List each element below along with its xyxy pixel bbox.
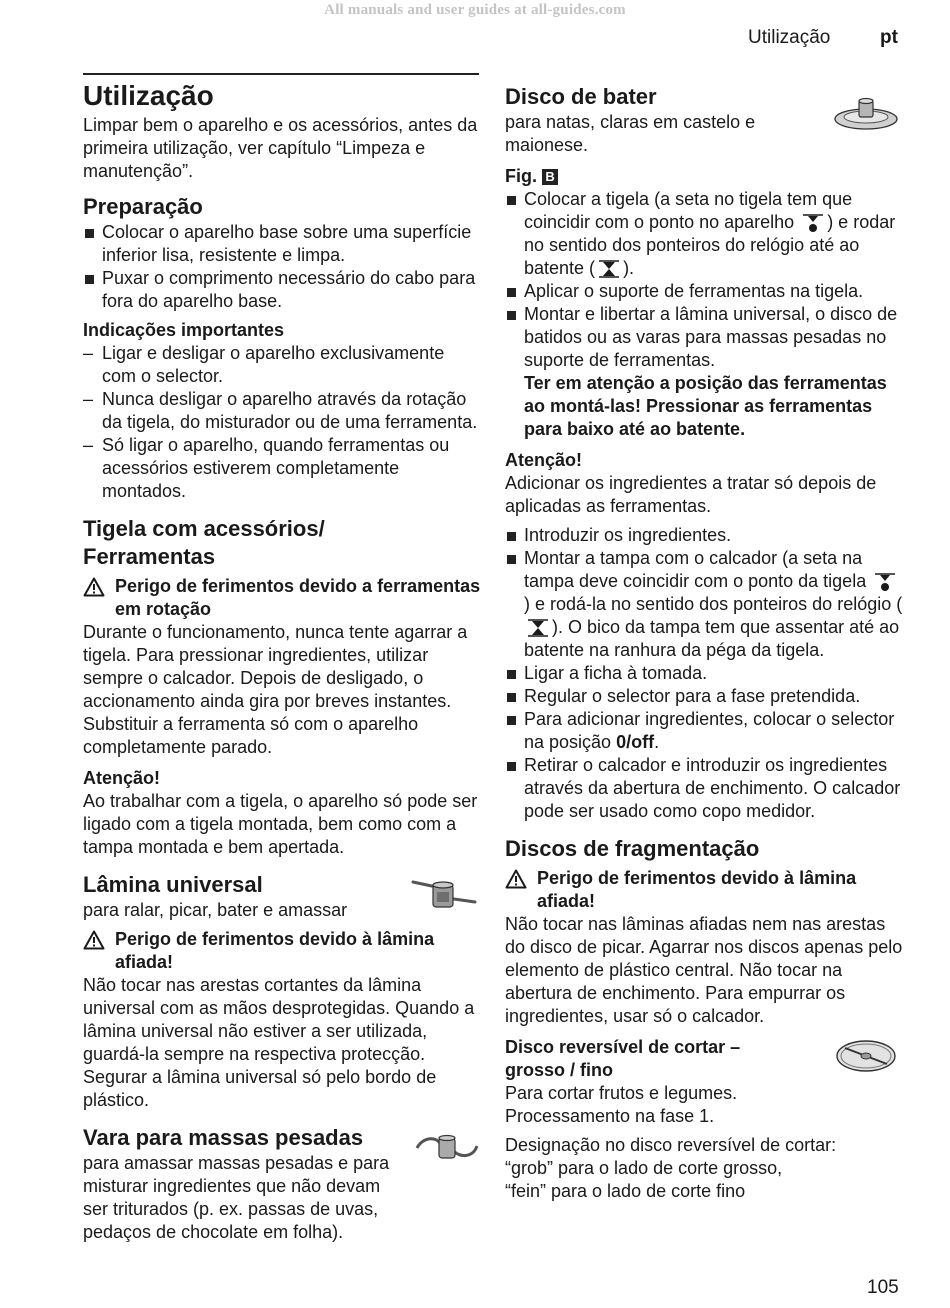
warning-icon — [505, 869, 527, 889]
step-text: ). O bico da tampa tem que assentar até ao batente na ranhura da péga da tigela. — [524, 617, 900, 660]
list-item — [505, 547, 905, 662]
list-item — [505, 303, 905, 441]
list-item: Colocar o aparelho base sobre uma superfície inferior lisa, resistente e limpa. — [83, 221, 483, 267]
designation-line2: “grob” para o lado de corte grosso, — [505, 1158, 783, 1178]
right-column — [505, 78, 905, 1203]
disco-bater-subtitle: para natas, claras em castelo e maionese. — [505, 112, 756, 155]
step-text: ). — [623, 258, 635, 278]
designation-line3: “fein” para o lado de corte fino — [505, 1181, 746, 1201]
list-item: Aplicar o suporte de ferramentas na tigela. — [505, 280, 905, 303]
reversivel-heading-line1: Disco reversível de cortar – — [505, 1037, 741, 1057]
list-item: Puxar o comprimento necessário do cabo para fora do aparelho base. — [83, 267, 483, 313]
step-text: Colocar a tigela (a seta no tigela tem que coincidir com o ponto no aparelho — [524, 189, 853, 232]
indicacoes-heading: Indicações importantes — [83, 320, 285, 340]
reversivel-section — [505, 1036, 905, 1128]
step-text: Montar e libertar a lâmina universal, o disco de batidos ou as varas para massas pesadas no suporte de ferramentas. — [524, 304, 898, 370]
lamina-heading: Lâmina universal — [83, 872, 263, 897]
step-text: Montar a tampa com o calcador (a seta na tampa deve coincidir com o ponto da tigela — [524, 548, 867, 591]
discos-heading: Discos de fragmentação — [505, 836, 760, 861]
disco-bater-heading: Disco de bater — [505, 84, 657, 109]
designation-line1: Designação no disco reversível de cortar: — [505, 1135, 837, 1155]
tigela-heading-line2: Ferramentas — [83, 544, 216, 569]
header-section-title: Utilização — [748, 27, 831, 48]
arrow-to-dot-icon — [801, 213, 825, 233]
lamina-warning — [83, 928, 483, 974]
disco-bater-section — [505, 83, 905, 157]
warning-text: Perigo de ferimentos devido a ferramentas em rotação — [115, 576, 481, 619]
step-text: . — [654, 732, 660, 752]
tigela-warning — [83, 575, 483, 621]
figure-label: Fig. — [505, 166, 537, 186]
preparacao-list — [83, 221, 483, 313]
preparacao-heading: Preparação — [83, 194, 203, 219]
list-item: Introduzir os ingredientes. — [505, 524, 905, 547]
list-item: Retirar o calcador e introduzir os ingredientes através da abertura de enchimento. O calcador pode ser usado como copo medidor. — [505, 754, 905, 823]
step-text: Para adicionar ingredientes, colocar o selector na posição — [524, 709, 895, 752]
vara-heading: Vara para massas pesadas — [83, 1125, 364, 1150]
step-text: ) e rodá-la no sentido dos ponteiros do relógio ( — [524, 594, 903, 614]
lamina-subtitle: para ralar, picar, bater e amassar — [83, 900, 348, 920]
lamina-section — [83, 871, 483, 922]
reversivel-text1: Para cortar frutos e legumes. — [505, 1083, 738, 1103]
list-item: – Só ligar o aparelho, quando ferramentas ou acessórios estiverem completamente montados. — [83, 434, 483, 503]
figure-reference — [505, 165, 905, 188]
warning-icon — [83, 930, 105, 950]
discos-text: Não tocar nas lâminas afiadas nem nas arestas do disco de picar. Agarrar nos discos apenas pelo elemento de plástico central. Não tocar na abertura de enchimento. Para empurrar os ingredientes, usar só o calcador. — [505, 914, 903, 1026]
reversivel-text2: Processamento na fase 1. — [505, 1106, 715, 1126]
vara-text: para amassar massas pesadas e para misturar ingredientes que não devam ser triturados (p. ex. passas de uvas, pedaços de chocolate em folha). — [83, 1153, 390, 1242]
list-item — [505, 708, 905, 754]
selector-position: 0/off — [616, 732, 655, 752]
indicacoes-list — [83, 342, 483, 503]
left-column — [83, 78, 483, 1244]
list-item: – Ligar e desligar o aparelho exclusivamente com o selector. — [83, 342, 483, 388]
step-bold-note: Ter em atenção a posição das ferramentas ao montá-las! Pressionar as ferramentas para baixo até ao batente. — [524, 373, 887, 439]
page-title: Utilização — [83, 80, 214, 111]
warning-text: Perigo de ferimentos devido à lâmina afiada! — [115, 929, 435, 972]
tigela-text: Durante o funcionamento, nunca tente agarrar a tigela. Para pressionar ingredientes, utilizar sempre o calcador. Depois de desligado, o accionamento ainda gira por breves instantes. Substituir a ferramenta só com o aparelho completamente parado. — [83, 622, 468, 757]
header-language-code: pt — [880, 27, 898, 48]
title-rule — [83, 73, 479, 75]
tigela-attention-text: Ao trabalhar com a tigela, o aparelho só pode ser ligado com a tigela montada, bem como com a tampa montada e bem apertada. — [83, 791, 478, 857]
usage-steps — [505, 524, 905, 823]
vara-section — [83, 1124, 483, 1244]
warning-icon — [83, 577, 105, 597]
lamina-text: Não tocar nas arestas cortantes da lâmina universal com as mãos desprotegidas. Quando a lâmina universal não estiver a ser utilizada, guardá-la sempre na respectiva protecção. Segurar a lâmina universal só pelo bordo de plástico. — [83, 975, 475, 1110]
list-item: – Nunca desligar o aparelho através da rotação da tigela, do misturador ou de uma ferramenta. — [83, 388, 483, 434]
page-number: 105 — [867, 1277, 899, 1298]
list-item: Ligar a ficha à tomada. — [505, 662, 905, 685]
kneading-hook-icon — [413, 1132, 481, 1162]
list-item — [505, 188, 905, 280]
whisking-disc-icon — [833, 93, 899, 133]
list-item: Regular o selector para a fase pretendida. — [505, 685, 905, 708]
locked-position-icon — [526, 618, 550, 638]
locked-position-icon — [597, 259, 621, 279]
reversivel-heading-line2: grosso / fino — [505, 1060, 613, 1080]
universal-blade-icon — [411, 877, 477, 911]
discos-warning — [505, 867, 905, 913]
warning-text: Perigo de ferimentos devido à lâmina afiada! — [537, 868, 857, 911]
watermark: All manuals and user guides at all-guides.com — [324, 2, 626, 18]
intro-text: Limpar bem o aparelho e os acessórios, antes da primeira utilização, ver capítulo “Limpeza e manutenção”. — [83, 115, 478, 181]
tigela-attention-heading: Atenção! — [83, 768, 161, 788]
figure-letter-box: B — [542, 169, 558, 185]
step-text: ) e rodar no sentido dos ponteiros do relógio até ao batente ( — [524, 212, 896, 278]
assembly-steps — [505, 188, 905, 441]
right-attention-heading: Atenção! — [505, 450, 583, 470]
slicing-disc-icon — [835, 1038, 897, 1074]
right-attention-text: Adicionar os ingredientes a tratar só depois de aplicadas as ferramentas. — [505, 473, 877, 516]
arrow-to-dot-icon — [873, 572, 897, 592]
tigela-heading-line1: Tigela com acessórios/ — [83, 516, 325, 541]
